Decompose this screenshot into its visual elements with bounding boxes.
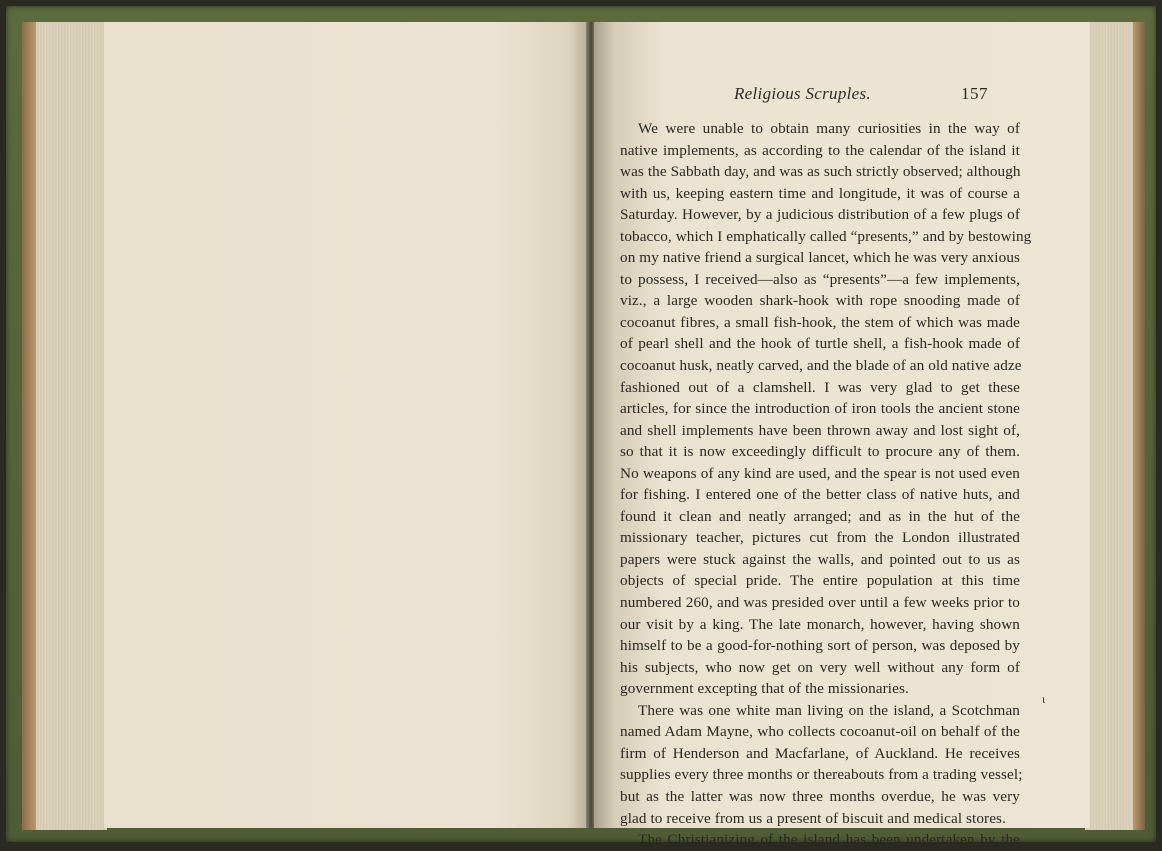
text-line: Saturday. However, by a judicious distribution of a few plugs of xyxy=(620,206,1020,224)
text-line: fashioned out of a clamshell. I was very glad to get these xyxy=(620,378,1020,396)
text-line: We were unable to obtain many curiosities in the way of xyxy=(638,120,1020,137)
text-line: There was one white man living on the island, a Scotchman xyxy=(638,701,1020,719)
text-line: The Christianizing of the island has been undertaken by the xyxy=(638,831,1020,849)
text-line: with us, keeping eastern time and longitude, it was of course a xyxy=(620,184,1020,202)
text-line: our visit by a king. The late monarch, however, having shown xyxy=(620,615,1020,633)
text-line: of pearl shell and the hook of turtle shell, a fish-hook made of xyxy=(620,335,1020,353)
text-line: firm of Henderson and Macfarlane, of Auckland. He receives xyxy=(620,744,1020,762)
text-line: tobacco, which I emphatically called “presents,” and by bestowing xyxy=(620,227,1032,245)
right-page-edges xyxy=(1085,22,1145,830)
text-line: glad to receive from us a present of biscuit and medical stores. xyxy=(620,809,1006,827)
running-head xyxy=(734,84,1034,106)
text-line: himself to be a good-for-nothing sort of person, was deposed by xyxy=(620,637,1020,655)
text-line: numbered 260, and was presided over until a few weeks prior to xyxy=(620,594,1020,612)
text-line: supplies every three months or thereabouts from a trading vessel; xyxy=(620,766,1023,784)
text-line: and shell implements have been thrown away and lost sight of, xyxy=(620,421,1020,439)
page-number: 157 xyxy=(961,84,988,103)
text-line: government excepting that of the missionaries. xyxy=(620,680,909,698)
text-line: missionary teacher, pictures cut from the London illustrated xyxy=(620,529,1020,547)
body-text xyxy=(620,118,1032,851)
text-line: his subjects, who now get on very well without any form of xyxy=(620,658,1020,676)
running-title: Religious Scruples. xyxy=(734,84,871,103)
text-line: articles, for since the introduction of iron tools the ancient stone xyxy=(620,400,1020,418)
text-line: named Adam Mayne, who collects cocoanut-oil on behalf of the xyxy=(620,723,1020,741)
text-line: found it clean and neatly arranged; and as in the hut of the xyxy=(620,507,1020,525)
margin-mark: ɩ xyxy=(1042,692,1046,706)
text-line: for fishing. I entered one of the better class of native huts, and xyxy=(620,486,1020,504)
text-line: so that it is now exceedingly difficult to procure any of them. xyxy=(620,443,1020,461)
left-page-blank xyxy=(104,22,588,828)
text-line: No weapons of any kind are used, and the spear is not used even xyxy=(620,464,1020,482)
text-line: native implements, as according to the calendar of the island it xyxy=(620,141,1020,159)
text-line: papers were stuck against the walls, and pointed out to us as xyxy=(620,550,1020,568)
left-page-edges xyxy=(22,22,107,830)
text-line: cocoanut husk, neatly carved, and the blade of an old native adze xyxy=(620,357,1022,375)
text-line: was the Sabbath day, and was as such strictly observed; although xyxy=(620,163,1021,181)
text-line: viz., a large wooden shark-hook with rope snooding made of xyxy=(620,292,1020,310)
text-line: on my native friend a surgical lancet, which he was very anxious xyxy=(620,249,1021,267)
text-line: to possess, I received—also as “presents”—a few implements, xyxy=(620,270,1020,288)
text-line: objects of special pride. The entire population at this time xyxy=(620,572,1020,590)
text-line: but as the latter was now three months overdue, he was very xyxy=(620,787,1020,805)
text-line: cocoanut fibres, a small fish-hook, the stem of which was made xyxy=(620,313,1020,331)
